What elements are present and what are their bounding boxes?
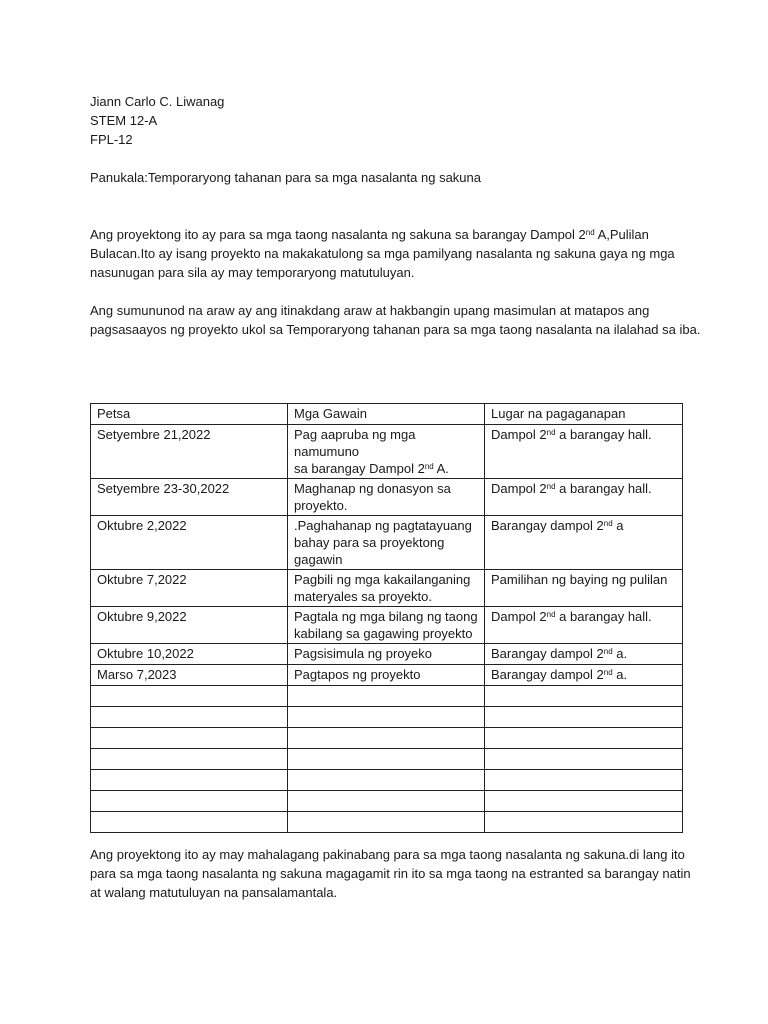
date-cell: Oktubre 7,2022 bbox=[91, 570, 288, 607]
place-cell: Barangay dampol 2nd a. bbox=[485, 665, 683, 686]
conclusion-line: Ang proyektong ito ay may mahalagang pakinabang para sa mga taong nasalanta ng sakuna.di lang ito bbox=[90, 847, 685, 862]
empty-cell bbox=[288, 707, 485, 728]
place-cell: Barangay dampol 2nd a. bbox=[485, 644, 683, 665]
task-line: Maghanap ng donasyon sa bbox=[294, 481, 451, 496]
empty-cell bbox=[91, 770, 288, 791]
conclusion-line: at walang matutuluyan na pansalamantala. bbox=[90, 885, 338, 900]
task-cell bbox=[288, 607, 485, 644]
schedule-table bbox=[90, 403, 683, 833]
intro-line: Ang proyektong ito ay para sa mga taong nasalanta ng sakuna sa barangay Dampol 2nd A,Pulilan bbox=[90, 227, 649, 242]
empty-table-row bbox=[91, 728, 683, 749]
task-line: Pagtala ng mga bilang ng taong bbox=[294, 609, 478, 624]
task-line: sa barangay Dampol 2nd A. bbox=[294, 461, 449, 476]
place-cell: Dampol 2nd a barangay hall. bbox=[485, 607, 683, 644]
section: STEM 12-A bbox=[90, 113, 158, 128]
place-cell: Barangay dampol 2nd a bbox=[485, 516, 683, 570]
plan-paragraph bbox=[90, 301, 701, 339]
date-cell: Setyembre 23-30,2022 bbox=[91, 479, 288, 516]
empty-cell bbox=[485, 728, 683, 749]
intro-paragraph bbox=[90, 225, 690, 282]
conclusion-paragraph bbox=[90, 845, 690, 902]
table-header-cell: Petsa bbox=[91, 404, 288, 425]
table-row bbox=[91, 570, 683, 607]
empty-cell bbox=[91, 707, 288, 728]
plan-line: Ang sumununod na araw ay ang itinakdang araw at hakbangin upang masimulan at matapos ang bbox=[90, 303, 650, 318]
table-header-cell: Mga Gawain bbox=[288, 404, 485, 425]
empty-cell bbox=[91, 749, 288, 770]
task-cell bbox=[288, 479, 485, 516]
empty-table-row bbox=[91, 749, 683, 770]
table-row bbox=[91, 425, 683, 479]
subject: FPL-12 bbox=[90, 132, 133, 147]
table-row bbox=[91, 665, 683, 686]
place-cell: Dampol 2nd a barangay hall. bbox=[485, 425, 683, 479]
task-cell bbox=[288, 516, 485, 570]
empty-cell bbox=[288, 791, 485, 812]
task-cell bbox=[288, 570, 485, 607]
date-cell: Oktubre 9,2022 bbox=[91, 607, 288, 644]
empty-cell bbox=[288, 749, 485, 770]
task-line: gagawin bbox=[294, 552, 343, 567]
conclusion-line: para sa mga taong nasalanta ng sakuna magagamit rin ito sa mga taong na estranted sa barangay natin bbox=[90, 866, 691, 881]
task-cell bbox=[288, 425, 485, 479]
date-cell: Oktubre 10,2022 bbox=[91, 644, 288, 665]
empty-table-row bbox=[91, 791, 683, 812]
empty-cell bbox=[91, 728, 288, 749]
empty-cell bbox=[288, 728, 485, 749]
place-cell: Dampol 2nd a barangay hall. bbox=[485, 479, 683, 516]
task-line: Pagsisimula ng proyeko bbox=[294, 646, 433, 661]
table-header-cell: Lugar na pagaganapan bbox=[485, 404, 683, 425]
empty-cell bbox=[485, 749, 683, 770]
place-cell: Pamilihan ng baying ng pulilan bbox=[485, 570, 683, 607]
empty-cell bbox=[485, 791, 683, 812]
empty-cell bbox=[485, 707, 683, 728]
table-header-row bbox=[91, 404, 683, 425]
empty-cell bbox=[485, 686, 683, 707]
empty-cell bbox=[288, 770, 485, 791]
empty-table-row bbox=[91, 686, 683, 707]
empty-cell bbox=[91, 812, 288, 833]
table-row bbox=[91, 644, 683, 665]
task-line: materyales sa proyekto. bbox=[294, 589, 433, 604]
date-cell: Setyembre 21,2022 bbox=[91, 425, 288, 479]
empty-table-row bbox=[91, 707, 683, 728]
task-cell bbox=[288, 644, 485, 665]
task-line: proyekto. bbox=[294, 498, 348, 513]
date-cell: Oktubre 2,2022 bbox=[91, 516, 288, 570]
empty-cell bbox=[288, 686, 485, 707]
task-line: kabilang sa gagawing proyekto bbox=[294, 626, 473, 641]
empty-cell bbox=[485, 812, 683, 833]
task-line: bahay para sa proyektong bbox=[294, 535, 445, 550]
date-cell: Marso 7,2023 bbox=[91, 665, 288, 686]
table-row bbox=[91, 607, 683, 644]
task-line: Pag aapruba ng mga namumuno bbox=[294, 427, 416, 459]
plan-line: pagsasaayos ng proyekto ukol sa Temporaryong tahanan para sa mga taong nasalanta na ilalahad sa iba. bbox=[90, 322, 701, 337]
empty-cell bbox=[91, 686, 288, 707]
empty-cell bbox=[91, 791, 288, 812]
proposal-title: Panukala:Temporaryong tahanan para sa mga nasalanta ng sakuna bbox=[90, 170, 481, 185]
empty-table-row bbox=[91, 812, 683, 833]
task-cell bbox=[288, 665, 485, 686]
empty-cell bbox=[485, 770, 683, 791]
task-line: Pagtapos ng proyekto bbox=[294, 667, 421, 682]
empty-table-row bbox=[91, 770, 683, 791]
table-row bbox=[91, 516, 683, 570]
empty-cell bbox=[288, 812, 485, 833]
document-body bbox=[90, 92, 701, 339]
task-line: Pagbili ng mga kakailanganing bbox=[294, 572, 471, 587]
task-line: .Paghahanap ng pagtatayuang bbox=[294, 518, 472, 533]
table-row bbox=[91, 479, 683, 516]
intro-line: nasunugan para sila ay may temporaryong matutuluyan. bbox=[90, 265, 415, 280]
author-name: Jiann Carlo C. Liwanag bbox=[90, 94, 225, 109]
intro-line: Bulacan.Ito ay isang proyekto na makakatulong sa mga pamilyang nasalanta ng sakuna gaya ng mga bbox=[90, 246, 675, 261]
